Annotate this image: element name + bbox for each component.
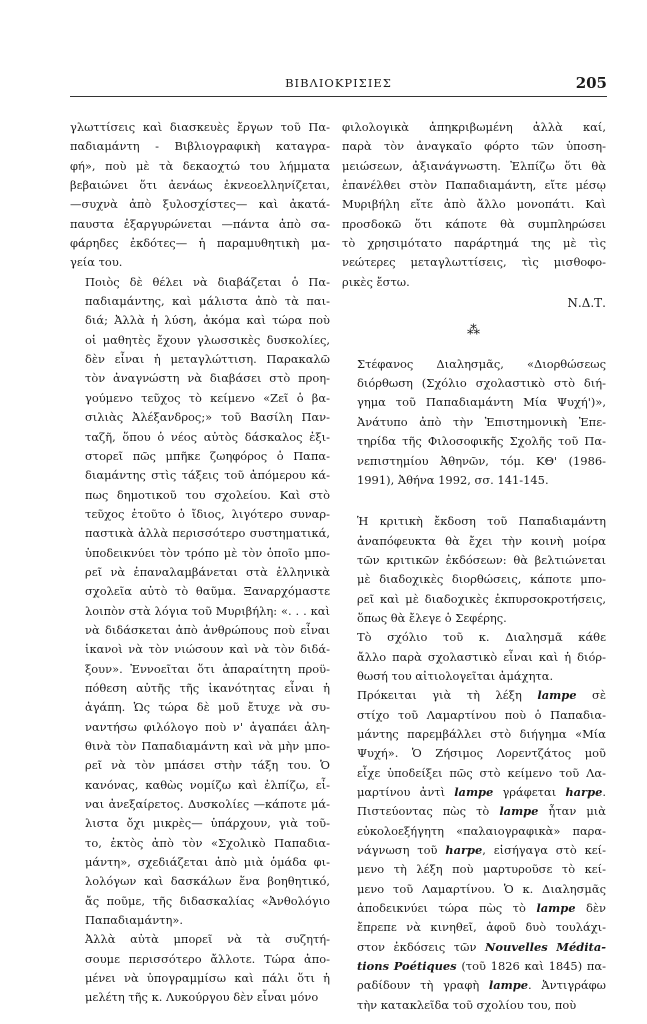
text-line: σχολεῖα αὐτὸ τὸ θαῦμα. Ξαναρχόμαστε (85, 584, 330, 599)
page-header (70, 74, 607, 96)
text-line: φή», ποὺ μὲ τὰ δεκαοχτώ του λήμματα (70, 158, 330, 173)
text-line: Παπαδιαμάντη». (85, 913, 183, 928)
text-line: ὅπως θὰ ἔλεγε ὁ Σεφέρης. (357, 610, 507, 625)
text-line: πως δημοτικοῦ του σχολείου. Καὶ στὸ (85, 487, 330, 502)
text-line: Ποιὸς δὲ θέλει νὰ διαβάζεται ὁ Πα- (85, 274, 330, 289)
text-line: ρεῖ νὰ τὸν μπάσει στὴν τάξη του. Ὁ (85, 758, 330, 773)
page-number: 205 (575, 74, 607, 92)
text-line: ρεῖ καὶ μὲ διαδοχικὲς ἐκπυρσοκροτήσεις, (357, 591, 606, 606)
text-line: ρικὲς ἔστω. (342, 274, 410, 289)
text-line: Ψυχή». Ὁ Ζήσιμος Λορεντζάτος μοῦ (357, 746, 606, 761)
text-line: εἶχε ὑποδείξει πῶς στὸ κείμενο τοῦ Λα- (357, 765, 606, 780)
right-column (342, 118, 606, 1015)
text-line: Ἀλλὰ αὐτὰ μπορεῖ νὰ τὰ συζητή- (85, 932, 330, 947)
text-line: μειώσεων, ἀξιανάγνωστη. Ἐλπίζω ὅτι θὰ (342, 158, 606, 173)
text-line: μενο τὴ λέξη ποὺ μαρτυροῦσε τὸ κεί- (357, 862, 606, 877)
text-line: ἄλλο παρὰ σχολαστικὸ εἶναι καὶ ἡ διόρ- (357, 649, 606, 664)
text-line: παυστα ἐξαργυρώνεται —πάντα ἀπὸ σα- (70, 216, 330, 231)
text-line: νὰ διδάσκεται ἀπὸ ἀνθρώπους ποὺ εἶναι (85, 622, 330, 637)
text-line: στίχο τοῦ Λαμαρτίνου ποὺ ὁ Παπαδια- (357, 707, 606, 722)
text-line: τὴν κατακλεῖδα τοῦ σχολίου του, ποὺ (357, 997, 577, 1012)
text-line: 1991), Ἀθήνα 1992, σσ. 141-145. (357, 472, 549, 487)
text-line: διά; Ἀλλὰ ἡ λύση, ἀκόμα καὶ τώρα ποὺ (85, 313, 330, 328)
left-column (70, 118, 330, 1008)
text-line: μάντης παρεμβάλλει στὸ διήγημα «Μία (357, 726, 606, 741)
text-line: παδιαμάντης, καὶ μάλιστα ἀπὸ τὰ παι- (85, 294, 330, 309)
text-line: θωσή του αἰτιολογεῖται ἀμάχητα. (357, 668, 554, 683)
text-line: ρεῖ νὰ ἐπαναλαμβάνεται στὰ ἑλληνικὰ (85, 564, 330, 579)
text-line: θινὰ τὸν Παπαδιαμάντη καὶ νὰ μὴν μπο- (85, 739, 330, 753)
text-line: Πρόκειται γιὰ τὴ λέξη lampe σὲ (357, 688, 606, 703)
text-line: ἀναπόφευκτα θὰ ἔχει τὴν κοινὴ μοίρα (357, 533, 606, 548)
text-line: φάρηδες ἐκδότες— ἡ παραμυθητικὴ μα- (70, 236, 330, 251)
header-rule (70, 96, 607, 97)
paragraph (70, 930, 330, 1007)
paragraph (342, 628, 606, 686)
text-line: Μυριβήλη εἴτε ἀπὸ ἄλλο μονοπάτι. Καὶ (342, 197, 606, 212)
paragraph (342, 512, 606, 628)
text-line: εὐκολοεξήγητη «παλαιογραφικὰ» παρα- (357, 823, 606, 838)
text-line: μένει νὰ ὑπογραμμίσω καὶ πάλι ὅτι ἡ (85, 971, 330, 986)
text-line: σιλιὰς Ἀλέξανδρος;» τοῦ Βασίλη Παν- (85, 410, 330, 425)
text-line: tions Poétiques (τοῦ 1826 καὶ 1845) πα- (357, 959, 606, 974)
text-line: Πιστεύοντας πὼς τὸ lampe ἦταν μιὰ (357, 804, 606, 819)
text-line: παρὰ τὸν ἀναγκαῖο φόρτο τῶν ὑποση- (342, 139, 606, 154)
text-line: οἱ μαθητὲς ἔχουν γλωσσικὲς δυσκολίες, (85, 332, 330, 347)
continued-paragraph (342, 118, 606, 292)
text-line: νάγνωση τοῦ harpe, εἰσήγαγα στὸ κεί- (357, 843, 606, 858)
paragraph (342, 686, 606, 1015)
text-line: προσδοκῶ ὅτι κάποτε θὰ συμπληρώσει (342, 216, 606, 231)
text-line: κανόνας, καθὼς νομίζω καὶ ἐλπίζω, εἶ- (85, 777, 330, 792)
author-initials: Ν.Δ.Τ. (567, 296, 606, 311)
text-line: γεία του. (70, 255, 123, 270)
book-citation (342, 355, 606, 490)
text-line: Ἀνάτυπο ἀπὸ τὴν Ἐπιστημονικὴ Ἐπε- (357, 414, 606, 429)
text-line: διόρθωση (Σχόλιο σχολαστικὸ στὸ διή- (357, 376, 606, 391)
text-line: νεπιστημίου Ἀθηνῶν, τόμ. ΚΘ' (1986- (357, 453, 606, 468)
text-line: ναντήσω φιλόλογο ποὺ ν' ἀγαπάει ἀλη- (85, 719, 330, 734)
text-line: Στέφανος Διαλησμᾶς, «Διορθώσεως (357, 356, 606, 371)
continued-paragraph (70, 118, 330, 273)
text-line: λολόγων καὶ δασκάλων ἕνα βοηθητικό, (85, 874, 330, 889)
text-line: λιστα ὄχι μικρὲς— ὑπάρχουν, γιὰ τοῦ- (85, 816, 330, 831)
text-line: μὲ διαδοχικὲς διορθώσεις, κάποτε μπο- (357, 572, 606, 587)
spacer (342, 490, 606, 512)
text-line: μενο τοῦ Λαμαρτίνου. Ὁ κ. Διαλησμᾶς (357, 881, 606, 896)
text-line: ὑποδεικνύει τὸν τρόπο μὲ τὸν ὁποῖο μπο- (85, 545, 330, 560)
text-line: γούμενο τεῦχος τὸ κείμενο «Ζεῖ ὁ βα- (85, 390, 330, 405)
text-line: μάντη», σχεδιάζεται ἀπὸ μιὰ ὁμάδα φι- (85, 855, 330, 870)
text-line: γημα τοῦ Παπαδιαμάντη Μία Ψυχή')», (357, 395, 606, 410)
running-head: ΒΙΒΛΙΟΚΡΙΣΙΕΣ (285, 76, 392, 90)
text-line: στορεῖ πῶς μπῆκε ζωηφόρος ὁ Παπα- (85, 448, 330, 463)
text-line: λοιπὸν στὰ λόγια τοῦ Μυριβήλη: «. . . καὶ (85, 603, 330, 618)
text-line: ἀποδεικνύει τώρα πὼς τὸ lampe δὲν (357, 901, 606, 916)
text-line: διαμάντης στὶς τάξεις τοῦ ἀπόμερου κά- (85, 468, 330, 483)
text-line: Τὸ σχόλιο τοῦ κ. Διαλησμᾶ κάθε (357, 630, 606, 645)
text-line: παστικὰ ἀλλὰ περισσότερο συστηματικά, (85, 526, 330, 541)
text-line: ξουν». Ἐννοεῖται ὅτι ἀπαραίτητη προϋ- (85, 661, 330, 676)
text-line: στον ἐκδόσεις τῶν Nouvelles Médita- (357, 939, 607, 954)
text-line: πόθεση αὐτῆς τῆς ἱκανότητας εἶναι ἡ (85, 680, 330, 695)
text-line: ἀγάπη. Ὡς τώρα δὲ μοῦ ἔτυχε νὰ συ- (85, 700, 330, 715)
paragraph (70, 273, 330, 931)
text-line: βεβαιώνει ὅτι ἀενάως ἐκνεοελληνίζεται, (70, 178, 330, 193)
text-line: ραδίδουν τὴ γραφὴ lampe. Ἀντιγράφω (357, 978, 606, 993)
text-line: ναι ἀνεξαίρετος. Δυσκολίες —κάποτε μά- (85, 797, 330, 812)
text-line: γλωττίσεις καὶ διασκευὲς ἔργων τοῦ Πα- (70, 120, 330, 134)
text-line: μαρτίνου ἀντὶ lampe γράφεται harpe. (357, 785, 606, 799)
text-line: δὲν εἶναι ἡ μεταγλώττιση. Παρακαλῶ (85, 352, 330, 367)
text-line: τὸν ἀναγνώστη νὰ διαβάσει στὸ προη- (85, 371, 330, 386)
text-line: φιλολογικὰ ἀπηκριβωμένη ἀλλὰ καί, (342, 120, 606, 134)
text-line: τεῦχος ἐτοῦτο ὁ ἴδιος, λιγότερο συναρ- (85, 506, 330, 521)
text-line: το, ἐκτὸς ἀπὸ τὸν «Σχολικὸ Παπαδια- (85, 835, 330, 850)
text-line: ταζῆ, ὅπου ὁ νέος αὐτὸς δάσκαλος ἐξι- (85, 429, 330, 444)
text-line: ἔπρεπε νὰ κινηθεῖ, ἀφοῦ δυὸ τουλάχι- (357, 920, 606, 935)
section-asterism: ⁂ (467, 323, 481, 339)
text-line: —συχνὰ ἀπὸ ξυλοσχίστες— καὶ ἀκατά- (70, 197, 330, 212)
text-line: Ἡ κριτικὴ ἔκδοση τοῦ Παπαδιαμάντη (357, 514, 606, 529)
text-line: νεώτερες μεταγλωττίσεις, τὶς μισθοφο- (342, 255, 606, 270)
text-line: παδιαμάντη - Βιβλιογραφικὴ καταγρα- (70, 139, 330, 154)
text-line: σουμε περισσότερο ἄλλοτε. Τώρα ἀπο- (85, 951, 330, 966)
text-line: τὸ χρησιμότατο παράρτημά της μὲ τὶς (342, 236, 606, 251)
text-line: τῶν κριτικῶν ἐκδόσεων: θὰ βελτιώνεται (357, 552, 606, 567)
text-line: μελέτη τῆς κ. Λυκούργου δὲν εἶναι μόνο (85, 990, 319, 1005)
text-line: ἱκανοὶ νὰ τὸν νιώσουν καὶ νὰ τὸν διδά- (85, 642, 330, 657)
text-line: ἐπανέλθει στὸν Παπαδιαμάντη, εἴτε μέσῳ (342, 178, 606, 193)
text-line: τηρίδα τῆς Φιλοσοφικῆς Σχολῆς τοῦ Πα- (357, 434, 606, 449)
text-line: ἄς ποῦμε, τῆς διδασκαλίας «Ἀνθολόγιο (85, 893, 330, 908)
